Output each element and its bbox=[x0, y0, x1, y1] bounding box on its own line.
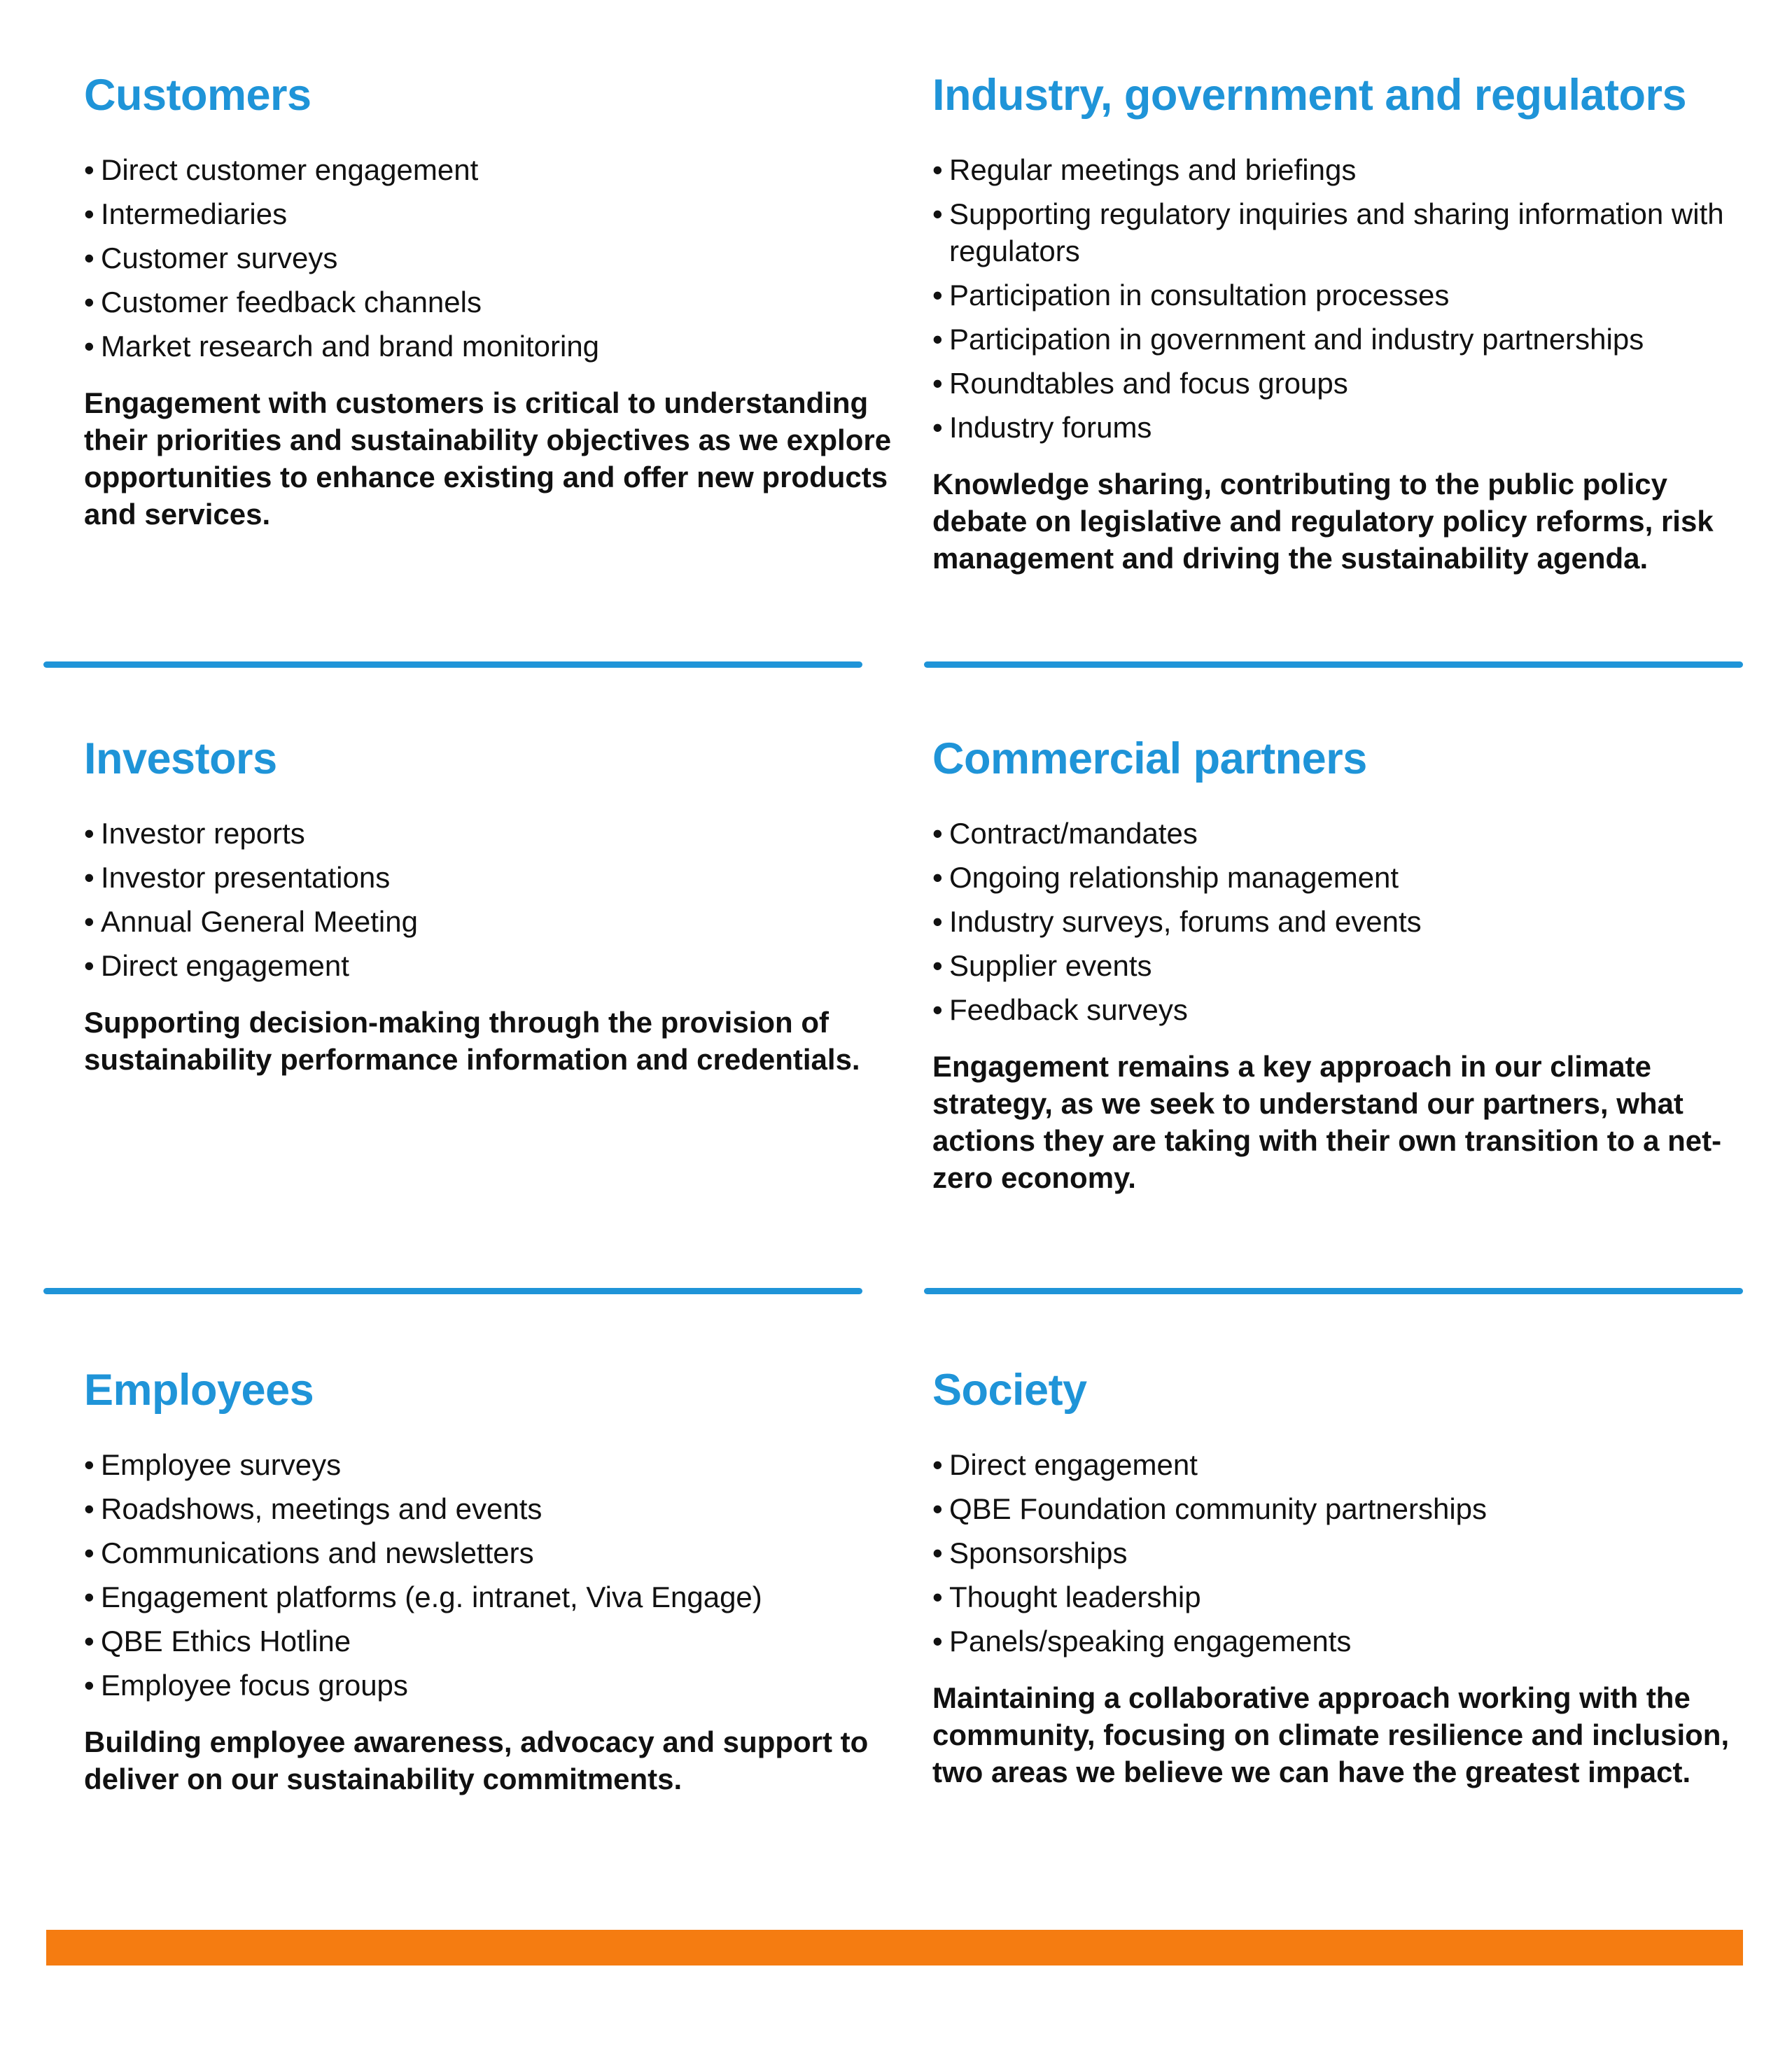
section-title: Investors bbox=[84, 734, 277, 783]
footer-accent-bar bbox=[46, 1930, 1743, 1966]
list-item: • Market research and brand monitoring bbox=[84, 328, 910, 365]
section-summary: Knowledge sharing, contributing to the public policy debate on legislative and regulatory policy reforms, risk management and driving the sustainability agenda. bbox=[932, 468, 1714, 575]
list-item: • Communications and newsletters bbox=[84, 1534, 910, 1571]
section-summary: Engagement remains a key approach in our climate strategy, as we seek to understand our partners, what actions they are taking with their own transition to a net-zero economy. bbox=[932, 1050, 1722, 1195]
section-commercial-partners bbox=[932, 734, 1758, 1196]
engagement-list bbox=[84, 815, 910, 984]
list-item: • Intermediaries bbox=[84, 195, 910, 232]
list-item: • Customer feedback channels bbox=[84, 283, 910, 321]
section-divider bbox=[43, 1288, 862, 1294]
list-item: • Investor presentations bbox=[84, 859, 910, 896]
list-item: • Direct engagement bbox=[932, 1446, 1758, 1483]
list-item: • Contract/mandates bbox=[932, 815, 1758, 852]
section-title: Commercial partners bbox=[932, 734, 1367, 783]
list-item: • Roadshows, meetings and events bbox=[84, 1490, 910, 1527]
list-item: • Roundtables and focus groups bbox=[932, 365, 1758, 402]
engagement-list bbox=[932, 151, 1758, 446]
section-title: Employees bbox=[84, 1366, 314, 1415]
list-item: • Regular meetings and briefings bbox=[932, 151, 1758, 188]
list-item: • Supplier events bbox=[932, 947, 1758, 984]
section-summary: Supporting decision-making through the provision of sustainability performance information and credentials. bbox=[84, 1006, 860, 1077]
list-item: • Feedback surveys bbox=[932, 991, 1758, 1028]
section-divider bbox=[924, 1288, 1743, 1294]
section-summary: Maintaining a collaborative approach working with the community, focusing on climate resilience and inclusion, two areas we believe we can have the greatest impact. bbox=[932, 1681, 1730, 1789]
engagement-list bbox=[84, 1446, 910, 1704]
list-item: • Sponsorships bbox=[932, 1534, 1758, 1571]
list-item: • Employee surveys bbox=[84, 1446, 910, 1483]
list-item: • Direct engagement bbox=[84, 947, 910, 984]
section-employees bbox=[84, 1365, 910, 1798]
list-item: • Ongoing relationship management bbox=[932, 859, 1758, 896]
section-title: Customers bbox=[84, 71, 312, 120]
section-investors bbox=[84, 734, 910, 1078]
section-title: Society bbox=[932, 1366, 1087, 1415]
list-item: • Panels/speaking engagements bbox=[932, 1623, 1758, 1660]
list-item: • Customer surveys bbox=[84, 239, 910, 276]
list-item: • QBE Foundation community partnerships bbox=[932, 1490, 1758, 1527]
list-item: • Engagement platforms (e.g. intranet, Viva Engage) bbox=[84, 1578, 910, 1616]
engagement-list bbox=[932, 1446, 1758, 1660]
list-item: • Supporting regulatory inquiries and sharing information with regulators bbox=[932, 195, 1758, 269]
section-summary: Building employee awareness, advocacy and support to deliver on our sustainability commitments. bbox=[84, 1725, 869, 1796]
list-item: • Investor reports bbox=[84, 815, 910, 852]
section-divider bbox=[43, 661, 862, 668]
list-item: • Industry forums bbox=[932, 409, 1758, 446]
section-industry-government-regulators bbox=[932, 70, 1758, 577]
engagement-list bbox=[932, 815, 1758, 1028]
section-divider bbox=[924, 661, 1743, 668]
list-item: • Participation in consultation processes bbox=[932, 276, 1758, 314]
list-item: • Participation in government and industry partnerships bbox=[932, 321, 1758, 358]
engagement-list bbox=[84, 151, 910, 365]
list-item: • Industry surveys, forums and events bbox=[932, 903, 1758, 940]
list-item: • Employee focus groups bbox=[84, 1667, 910, 1704]
section-title: Industry, government and regulators bbox=[932, 71, 1687, 120]
list-item: • Direct customer engagement bbox=[84, 151, 910, 188]
list-item: • Thought leadership bbox=[932, 1578, 1758, 1616]
section-society bbox=[932, 1365, 1758, 1791]
section-summary: Engagement with customers is critical to understanding their priorities and sustainability objectives as we explore opportunities to enhance existing and offer new products and services. bbox=[84, 386, 892, 531]
list-item: • Annual General Meeting bbox=[84, 903, 910, 940]
list-item: • QBE Ethics Hotline bbox=[84, 1623, 910, 1660]
section-customers bbox=[84, 70, 910, 533]
